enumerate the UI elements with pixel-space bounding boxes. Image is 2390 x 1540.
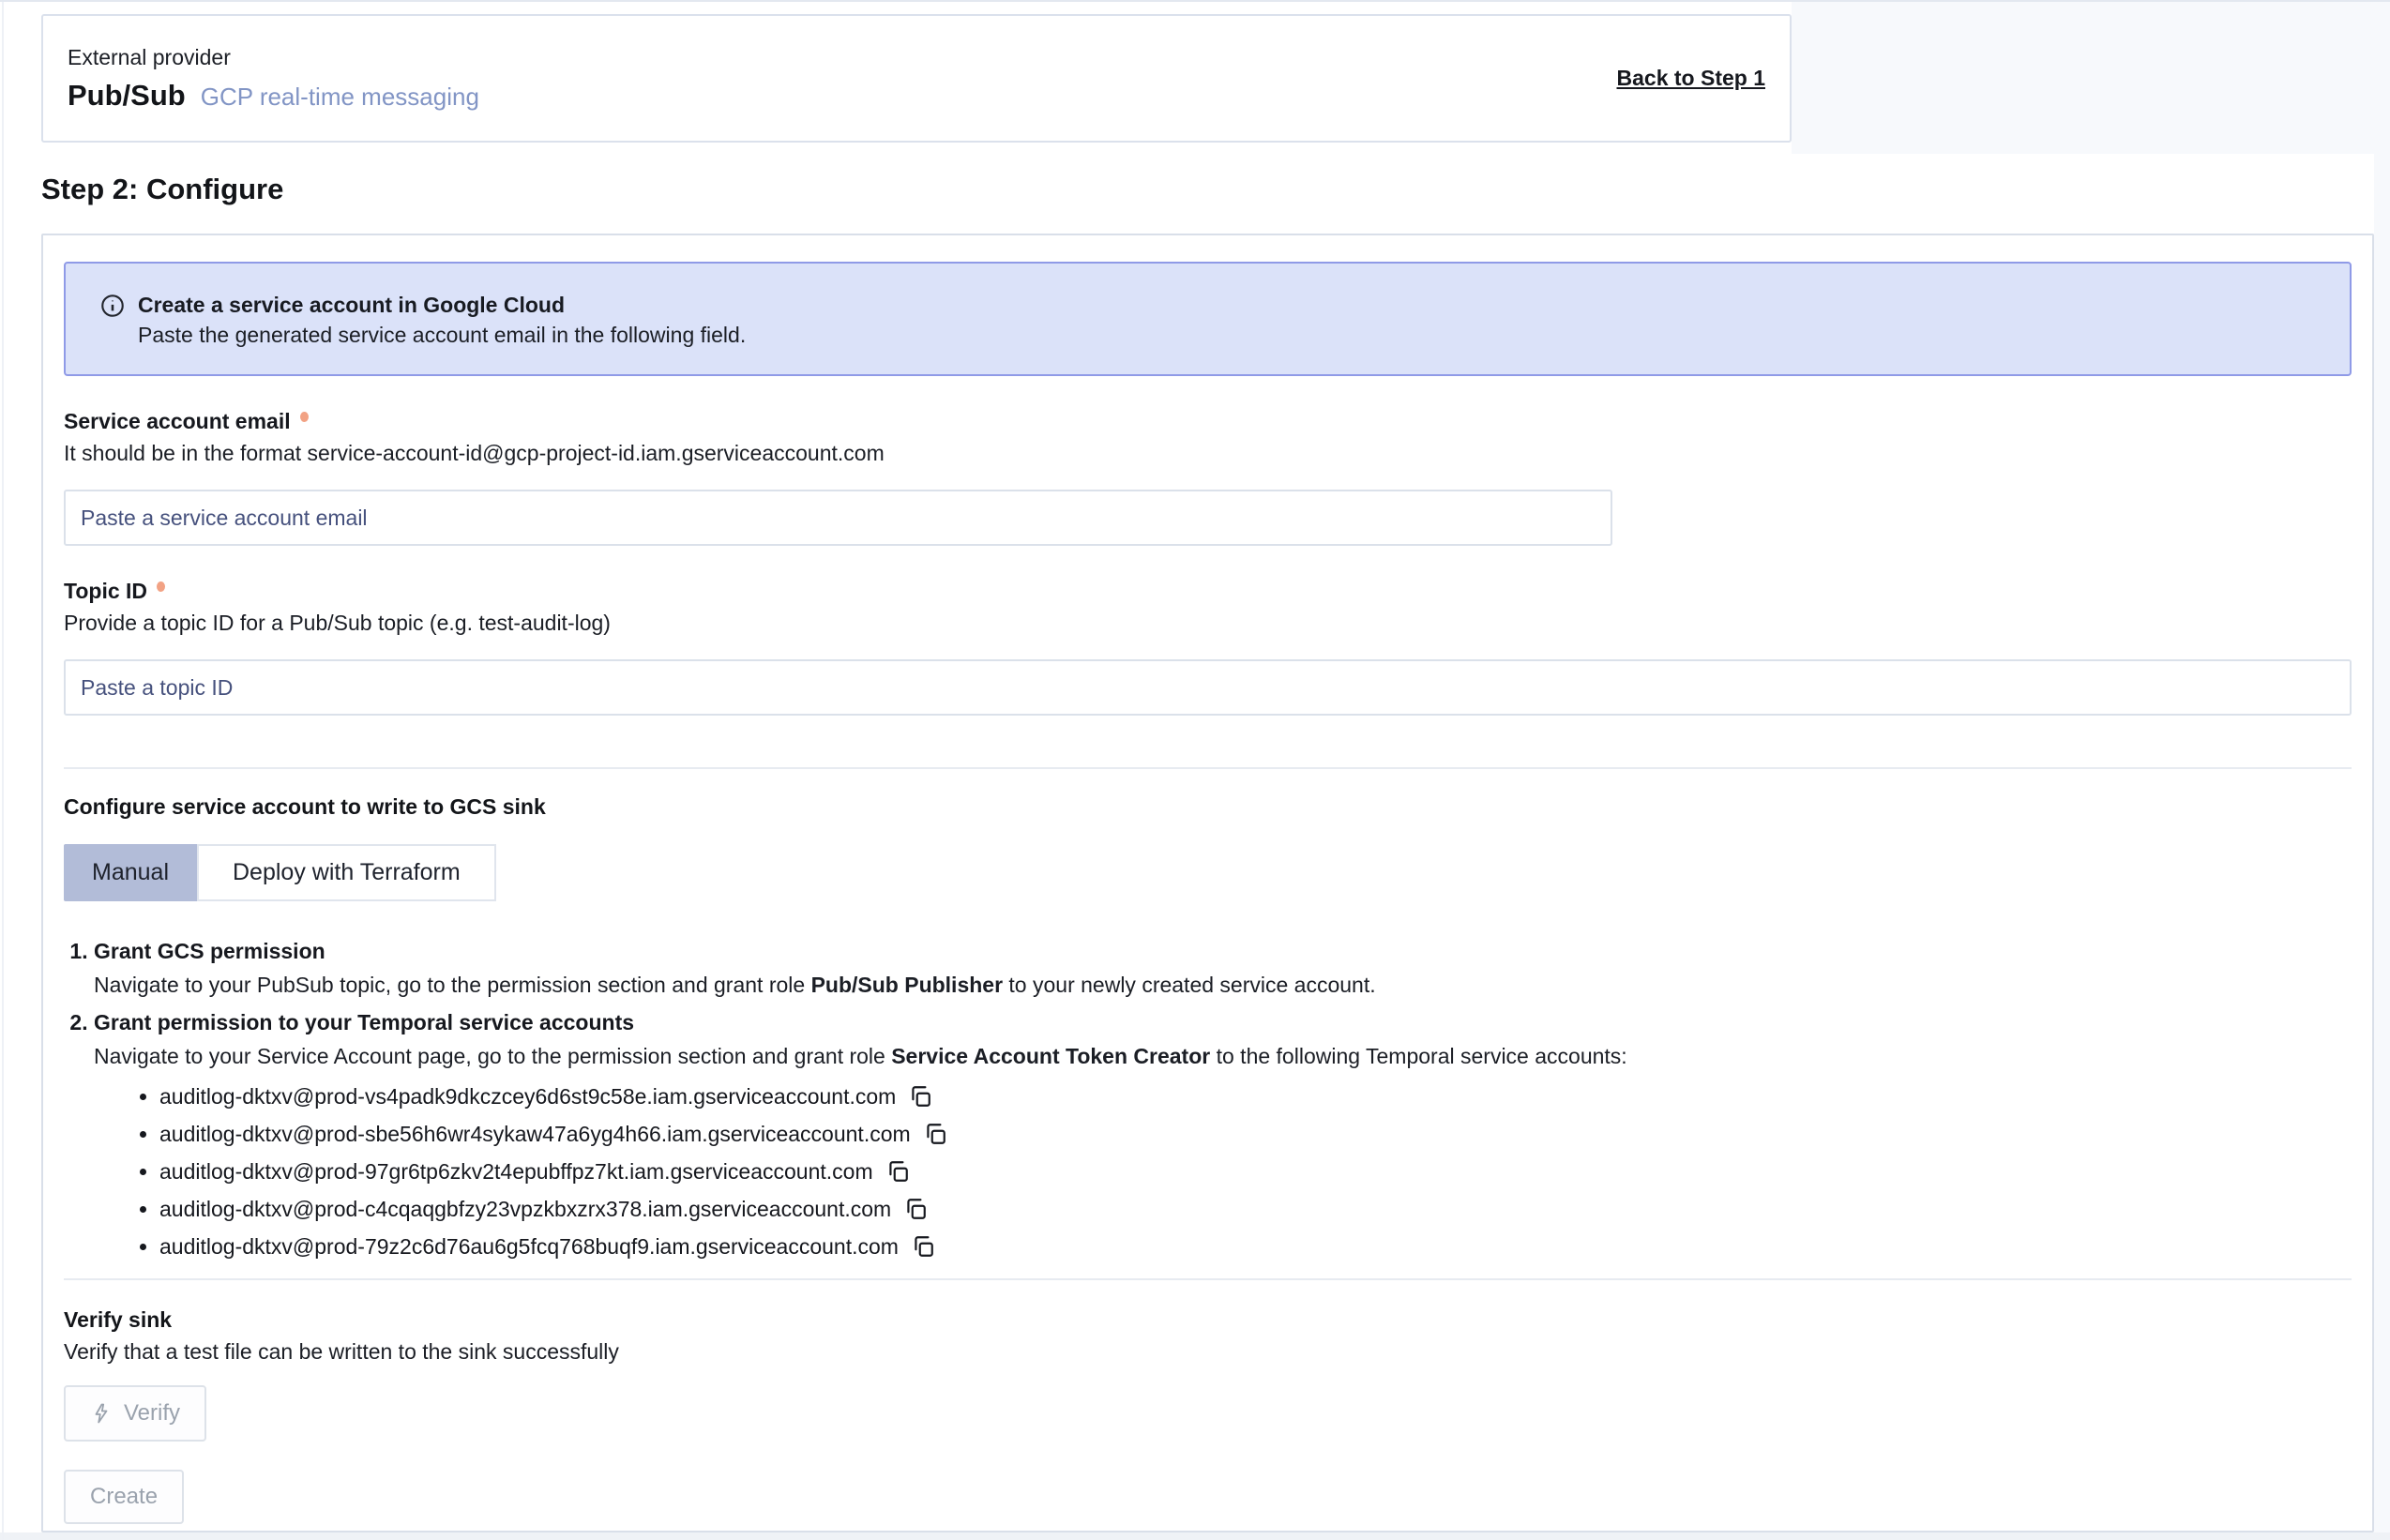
- step1-body: [94, 973, 2352, 997]
- list-item: [159, 1158, 2352, 1185]
- info-banner: [64, 262, 2352, 376]
- page-background-bottom: [0, 1532, 2390, 1540]
- list-item: [159, 1196, 2352, 1222]
- provider-eyebrow: External provider: [68, 44, 231, 69]
- copy-icon[interactable]: [922, 1121, 948, 1147]
- topic-id-input[interactable]: [64, 659, 2352, 716]
- topic-id-hint: Provide a topic ID for a Pub/Sub topic (e.g. test-audit-log): [64, 611, 611, 635]
- service-account-email: • auditlog-dktxv@prod-79z2c6d76au6g5fcq768buqf9.iam.gserviceaccount.com: [159, 1234, 899, 1259]
- step1-title: Grant GCS permission: [94, 939, 325, 963]
- step1-role: Pub/Sub Publisher: [810, 973, 1004, 997]
- lightning-icon: [90, 1402, 113, 1425]
- list-item: [159, 1121, 2352, 1147]
- back-to-step1-link[interactable]: Back to Step 1: [1616, 66, 1765, 90]
- provider-title: Pub/Sub: [68, 78, 186, 112]
- verify-sink-heading: Verify sink: [64, 1307, 173, 1332]
- step2-title: Grant permission to your Temporal service accounts: [94, 1010, 635, 1034]
- section-divider: [64, 1278, 2352, 1280]
- verify-button-label: Verify: [124, 1400, 181, 1426]
- info-banner-body: Paste the generated service account email in the following field.: [138, 323, 747, 347]
- required-dot: [300, 412, 309, 422]
- sink-config-tabs: [64, 844, 496, 901]
- copy-icon[interactable]: [885, 1158, 911, 1185]
- tab-deploy-with-terraform[interactable]: Deploy with Terraform: [197, 844, 496, 901]
- topic-id-label: [64, 578, 2352, 604]
- page-background-right-edge: [2374, 154, 2390, 1540]
- service-account-email-label: [64, 408, 2352, 434]
- sink-section-heading: Configure service account to write to GCS sink: [64, 794, 546, 819]
- service-account-email: • auditlog-dktxv@prod-sbe56h6wr4sykaw47a6yg4h66.iam.gserviceaccount.com: [159, 1122, 911, 1146]
- verify-button[interactable]: [64, 1385, 206, 1442]
- step2-body: [94, 1044, 2352, 1068]
- provider-title-row: [68, 79, 479, 113]
- temporal-service-accounts-list: [94, 1083, 2352, 1260]
- step1-body-suffix: to your newly created service account.: [1003, 973, 1376, 997]
- verify-sink-hint: Verify that a test file can be written to the sink successfully: [64, 1339, 619, 1364]
- service-account-email-label-text: Service account email: [64, 409, 291, 433]
- provider-header-card: [41, 14, 1792, 143]
- step1-body-prefix: Navigate to your PubSub topic, go to the permission section and grant role: [94, 973, 811, 997]
- section-divider: [64, 767, 2352, 769]
- left-hairline-divider: [2, 2, 4, 1540]
- create-button[interactable]: [64, 1470, 184, 1524]
- step2-body-suffix: to the following Temporal service accounts:: [1210, 1044, 1627, 1068]
- list-item: [159, 1083, 2352, 1110]
- create-button-label: Create: [90, 1484, 159, 1509]
- configure-form-card: [41, 234, 2374, 1532]
- provider-subtitle: GCP real-time messaging: [200, 82, 479, 111]
- topic-id-label-text: Topic ID: [64, 579, 148, 603]
- list-item: [94, 939, 2352, 997]
- manual-steps-list: [64, 939, 2352, 1260]
- info-banner-title: Create a service account in Google Cloud: [138, 293, 566, 317]
- service-account-email: • auditlog-dktxv@prod-vs4padk9dkczcey6d6st9c58e.iam.gserviceaccount.com: [159, 1084, 897, 1109]
- required-dot: [157, 581, 165, 592]
- step2-role: Service Account Token Creator: [891, 1044, 1211, 1068]
- copy-icon[interactable]: [902, 1196, 929, 1222]
- info-icon: [99, 293, 126, 319]
- service-account-email-input[interactable]: [64, 490, 1612, 546]
- service-account-email: • auditlog-dktxv@prod-97gr6tp6zkv2t4epubffpz7kt.iam.gserviceaccount.com: [159, 1159, 873, 1184]
- list-item: [159, 1233, 2352, 1260]
- provider-info: [68, 45, 479, 113]
- service-account-email-hint: It should be in the format service-account-id@gcp-project-id.iam.gserviceaccount.com: [64, 441, 885, 465]
- copy-icon[interactable]: [910, 1233, 936, 1260]
- page-background-right: [1792, 2, 2390, 154]
- tab-manual[interactable]: Manual: [64, 844, 197, 901]
- service-account-email: • auditlog-dktxv@prod-c4cqaqgbfzy23vpzkbxzrx378.iam.gserviceaccount.com: [159, 1197, 892, 1221]
- step2-body-prefix: Navigate to your Service Account page, go to the permission section and grant role: [94, 1044, 892, 1068]
- list-item: [94, 1010, 2352, 1260]
- step-heading: Step 2: Configure: [41, 173, 284, 205]
- copy-icon[interactable]: [907, 1083, 933, 1110]
- info-banner-text: [138, 292, 746, 348]
